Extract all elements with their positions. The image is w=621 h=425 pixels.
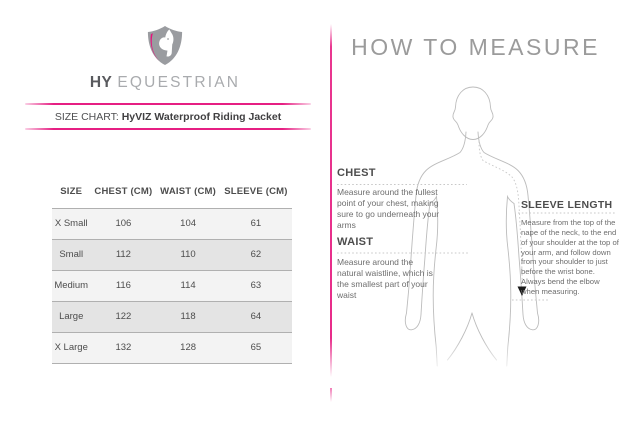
table-row: [52, 239, 292, 270]
figure-fade-overlay: [330, 338, 621, 388]
size-table: [52, 176, 292, 364]
waist-heading: WAIST: [337, 236, 374, 248]
cell-size: X Small: [52, 208, 90, 239]
size-chart-label: SIZE CHART:: [54, 111, 119, 123]
size-chart-title-bar: [25, 103, 311, 130]
sleeve-guide-line: [479, 141, 522, 285]
horse-shield-icon: [146, 24, 184, 67]
column-header-chest: CHEST (CM): [94, 186, 153, 198]
brand-name-light: EQUESTRIAN: [117, 74, 241, 91]
cell-sleeve: 61: [220, 208, 292, 239]
sleeve-instruction: [521, 199, 619, 297]
cell-sleeve: 62: [220, 239, 292, 270]
column-header-size: SIZE: [60, 186, 83, 198]
cell-waist: 104: [156, 208, 219, 239]
cell-waist: 114: [156, 270, 219, 301]
chest-text: Measure around the fullest point of your chest, making sure to go underneath your arms: [337, 187, 440, 231]
column-header-waist: WAIST (CM): [160, 186, 216, 198]
cell-chest: 106: [90, 208, 156, 239]
waist-instruction: [337, 236, 439, 301]
cell-waist: 128: [156, 332, 219, 363]
brand-name-bold: HY: [89, 74, 113, 91]
horse-eye: [167, 38, 169, 40]
table-row: [52, 301, 292, 332]
sleeve-heading: SLEEVE LENGTH: [521, 199, 613, 211]
waist-text: Measure around the natural waistline, which is the smallest part of your waist: [337, 257, 433, 301]
size-chart-title: [25, 105, 311, 128]
chest-instruction: [337, 167, 441, 231]
cell-waist: 118: [156, 301, 219, 332]
how-to-measure-title: HOW TO MEASURE: [351, 34, 600, 60]
size-table-header: [52, 176, 292, 208]
cell-chest: 116: [90, 270, 156, 301]
table-row: [52, 270, 292, 301]
cell-chest: 122: [90, 301, 156, 332]
how-to-measure-panel: [330, 0, 621, 425]
cell-size: Small: [52, 239, 90, 270]
pink-rule-bottom: [25, 128, 311, 130]
cell-size: Medium: [52, 270, 90, 301]
chest-heading: CHEST: [337, 167, 376, 179]
table-row: [52, 332, 292, 363]
table-row: [52, 208, 292, 239]
cell-chest: 112: [90, 239, 156, 270]
product-name: HyVIZ Waterproof Riding Jacket: [121, 111, 282, 123]
sleeve-text: Measure from the top of the nape of the neck, to the end of your shoulder at the top of your arm, and follow down from your shoulder to just before the wrist bone. Always bend the elbow when measuring.: [521, 218, 619, 297]
cell-sleeve: 65: [220, 332, 292, 363]
cell-size: X Large: [52, 332, 90, 363]
brand-logo: [0, 24, 330, 92]
cell-waist: 110: [156, 239, 219, 270]
cell-sleeve: 63: [220, 270, 292, 301]
cell-chest: 132: [90, 332, 156, 363]
column-header-sleeve: SLEEVE (CM): [224, 186, 288, 198]
cell-size: Large: [52, 301, 90, 332]
brand-name: [0, 74, 330, 92]
cell-sleeve: 64: [220, 301, 292, 332]
